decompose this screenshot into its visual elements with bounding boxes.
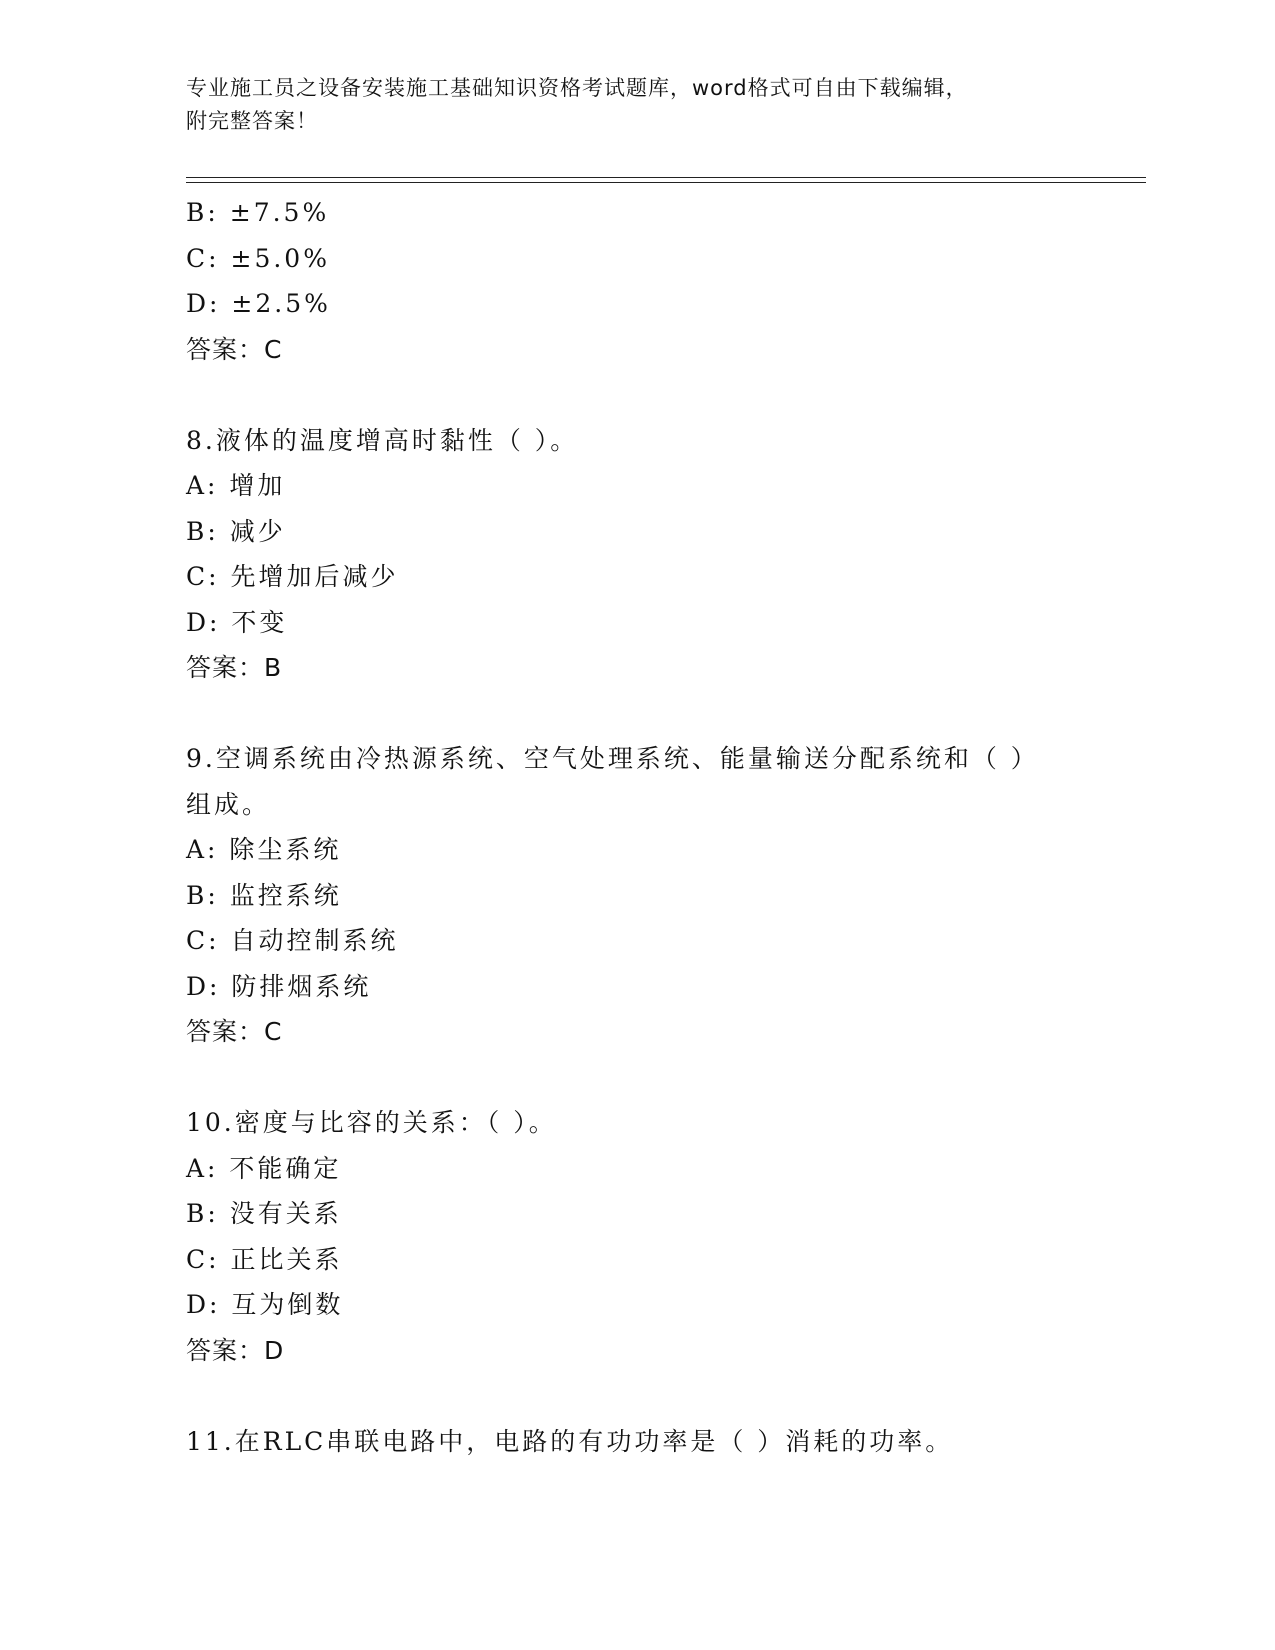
question-text: 11.在RLC串联电路中，电路的有功功率是（ ）消耗的功率。 <box>186 1426 954 1456</box>
answer: 答案：B <box>186 653 283 682</box>
option-a: A: 除尘系统 <box>186 835 342 864</box>
option-d: D: ±2.5% <box>186 289 331 318</box>
document-header <box>186 72 1066 138</box>
option-d: D: 不变 <box>186 607 288 637</box>
option-c: C: ±5.0% <box>186 243 330 273</box>
option-b: B: 监控系统 <box>186 880 342 910</box>
answer: 答案：D <box>186 1335 285 1365</box>
question-7-continued <box>186 190 1076 372</box>
option-a: A: 增加 <box>186 471 286 500</box>
question-text: 10.密度与比容的关系：（ ）。 <box>186 1108 557 1137</box>
question-10 <box>186 1100 1076 1373</box>
header-divider-top <box>186 177 1146 178</box>
question-8 <box>186 418 1076 691</box>
question-list <box>186 190 1076 1464</box>
option-c: C: 自动控制系统 <box>186 926 399 955</box>
option-d: D: 防排烟系统 <box>186 971 372 1001</box>
header-divider-bottom <box>186 182 1146 183</box>
question-11 <box>186 1419 1076 1465</box>
option-c: C: 先增加后减少 <box>186 562 399 591</box>
question-text: 8.液体的温度增高时黏性（ ）。 <box>186 425 579 455</box>
option-c: C: 正比关系 <box>186 1244 343 1274</box>
option-b: B: 减少 <box>186 516 286 546</box>
option-d: D: 互为倒数 <box>186 1290 344 1319</box>
option-a: A: 不能确定 <box>186 1153 342 1183</box>
option-b: B: ±7.5% <box>186 198 330 227</box>
question-9 <box>186 736 1076 1055</box>
option-b: B: 没有关系 <box>186 1199 342 1228</box>
header-line-2: 附完整答案！ <box>186 109 318 133</box>
question-text-line-1: 9.空调系统由冷热源系统、空气处理系统、能量输送分配系统和（ ） <box>186 744 1039 773</box>
question-text-line-2: 组成。 <box>186 789 271 819</box>
answer: 答案：C <box>186 1017 283 1046</box>
answer: 答案：C <box>186 334 283 364</box>
header-line-1: 专业施工员之设备安装施工基础知识资格考试题库，word格式可自由下载编辑， <box>186 76 968 100</box>
